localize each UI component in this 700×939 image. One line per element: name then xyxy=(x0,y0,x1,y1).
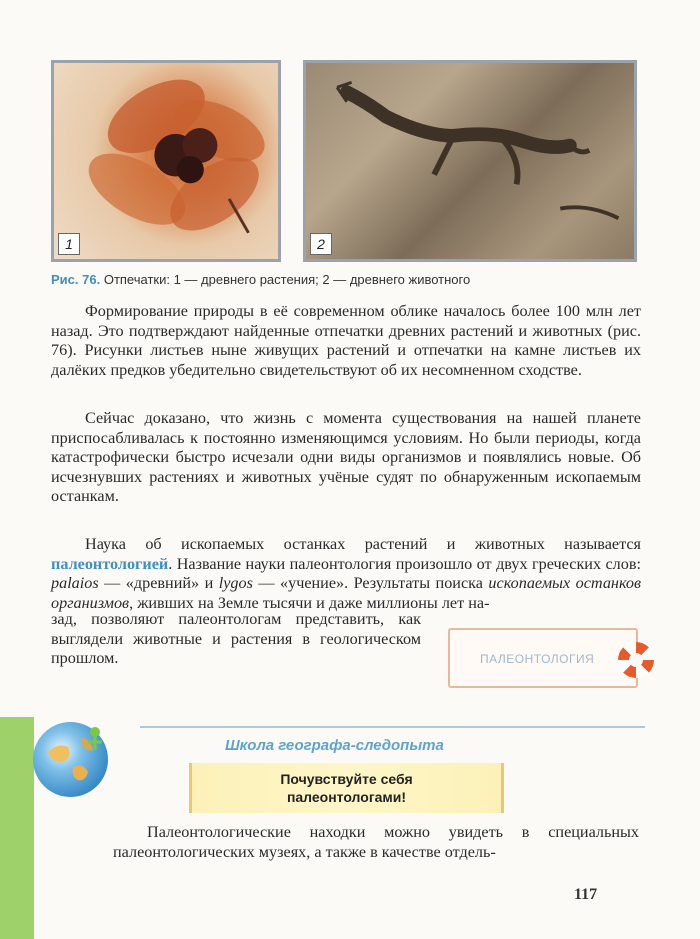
plant-imprint-illustration xyxy=(54,63,278,259)
lifebuoy-icon xyxy=(618,642,654,678)
paragraph-1-text: Формирование природы в её современном облике началось более 100 млн лет назад. Это подтверждают найденные отпечатки древних растений и животных (рис. 76). Рисунки листьев ныне живущих растений и отпечатки на камне листьев их далёких предков убедительно свидетельствуют об их несомненном сходстве. xyxy=(51,302,641,379)
paragraph-4-text: Палеонтологические находки можно увидеть в специальных палеонтологических музеях, а также в качестве отдель- xyxy=(113,823,639,861)
animal-fossil-illustration xyxy=(306,63,634,259)
greek-word-palaios: palaios xyxy=(51,574,99,592)
p3-text-e: , живших на Земле тысячи и даже миллионы лет на- xyxy=(129,593,490,612)
globe-continents xyxy=(33,722,108,797)
paragraph-2 xyxy=(51,409,641,507)
keyword-box xyxy=(448,628,638,688)
p3-text-b: . Название науки палеонтология произошло от двух греческих слов: xyxy=(168,554,641,573)
greek-word-lygos: lygos xyxy=(218,574,253,592)
page-number: 117 xyxy=(574,886,598,903)
keyword-text: ПАЛЕОНТОЛОГИЯ xyxy=(480,652,595,666)
section-title: Школа географа-следопыта xyxy=(225,737,444,754)
section-side-band xyxy=(0,717,34,939)
caption-text: Отпечатки: 1 — древнего растения; 2 — древнего животного xyxy=(103,272,471,287)
task-banner xyxy=(189,763,504,813)
section-divider xyxy=(140,726,645,728)
task-line-2: палеонтологами! xyxy=(286,789,407,805)
caption-label: Рис. 76. xyxy=(51,272,101,287)
p3-italic-phrase: ископаемых останков организмов xyxy=(51,574,642,612)
paragraph-2-text: Сейчас доказано, что жизнь с момента существования на нашей планете приспосабливалась к постоянно изменяющимся условиям. Но были периоды, когда катастрофически быстро исчезали одни виды организмов и появлялись новые. Об исчезнувших растениях и животных учёные судят по обнаруженным ископаемым останкам. xyxy=(51,409,641,505)
task-line-1: Почувствуйте себя xyxy=(280,771,413,787)
figure-number: 1 xyxy=(58,233,80,255)
paragraph-3 xyxy=(51,535,641,613)
p3-text-d: — «учение». Результаты поиска xyxy=(258,574,483,592)
paragraph-3-continued: зад, позволяют палеонтологам представить, как выглядели животные и растения в геологическом прошлом. xyxy=(51,610,421,667)
paragraph-4 xyxy=(113,823,639,862)
figure-plant-imprint xyxy=(51,60,281,262)
figure-caption xyxy=(51,272,651,287)
p3-text-a: Наука об ископаемых останках растений и животных называется xyxy=(85,535,641,553)
paragraph-1 xyxy=(51,302,641,380)
p3-text-c: — «древний» и xyxy=(104,574,214,592)
globe-icon xyxy=(33,722,108,797)
figure-number: 2 xyxy=(310,233,332,255)
term-paleontology: палеонтологией xyxy=(51,554,169,573)
figure-animal-imprint xyxy=(303,60,637,262)
